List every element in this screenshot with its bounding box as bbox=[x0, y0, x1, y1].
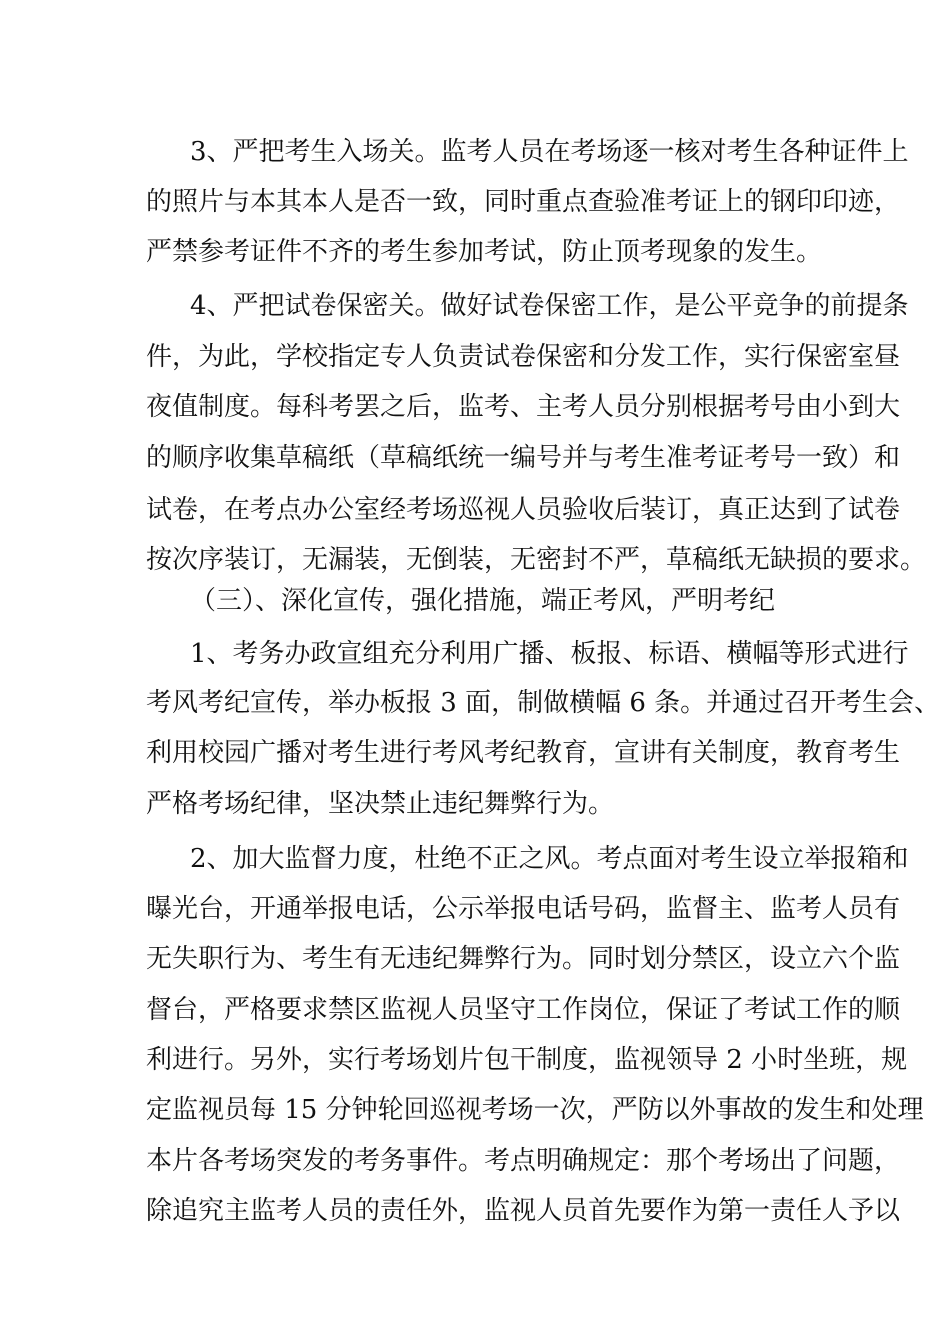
paragraph-2-line-4: 督台，严格要求禁区监视人员坚守工作岗位，保证了考试工作的顺 bbox=[146, 995, 901, 1025]
paragraph-2-line-6: 定监视员每 15 分钟轮回巡视考场一次，严防以外事故的发生和处理 bbox=[146, 1095, 924, 1125]
paragraph-3-line-2: 的照片与本其本人是否一致，同时重点查验准考证上的钢印印迹， bbox=[146, 187, 901, 217]
paragraph-1-line-4: 严格考场纪律，坚决禁止违纪舞弊行为。 bbox=[146, 789, 615, 819]
paragraph-2-line-2: 曝光台，开通举报电话，公示举报电话号码，监督主、监考人员有 bbox=[146, 894, 901, 924]
paragraph-4-line-4: 的顺序收集草稿纸（草稿纸统一编号并与考生准考证考号一致）和 bbox=[146, 443, 901, 473]
paragraph-2-line-5: 利进行。另外，实行考场划片包干制度，监视领导 2 小时坐班，规 bbox=[146, 1045, 908, 1075]
paragraph-1-line-2: 考风考纪宣传，举办板报 3 面，制做横幅 6 条。并通过召开考生会、 bbox=[146, 688, 941, 718]
paragraph-2-line-3: 无失职行为、考生有无违纪舞弊行为。同时划分禁区，设立六个监 bbox=[146, 944, 901, 974]
paragraph-2-line-1: 2、加大监督力度，杜绝不正之风。考点面对考生设立举报箱和 bbox=[190, 844, 909, 874]
section-heading: （三）、深化宣传，强化措施，端正考风，严明考纪 bbox=[190, 586, 776, 616]
paragraph-3-line-3: 严禁参考证件不齐的考生参加考试，防止顶考现象的发生。 bbox=[146, 237, 823, 267]
paragraph-4-line-3: 夜值制度。每科考罢之后，监考、主考人员分别根据考号由小到大 bbox=[146, 392, 901, 422]
paragraph-2-line-8: 除追究主监考人员的责任外，监视人员首先要作为第一责任人予以 bbox=[146, 1196, 901, 1226]
paragraph-4-line-2: 件，为此，学校指定专人负责试卷保密和分发工作，实行保密室昼 bbox=[146, 342, 901, 372]
paragraph-3-line-1: 3、严把考生入场关。监考人员在考场逐一核对考生各种证件上 bbox=[190, 137, 909, 167]
paragraph-4-line-1: 4、严把试卷保密关。做好试卷保密工作，是公平竞争的前提条 bbox=[190, 291, 909, 321]
paragraph-2-line-7: 本片各考场突发的考务事件。考点明确规定：那个考场出了问题， bbox=[146, 1146, 901, 1176]
paragraph-4-line-5: 试卷，在考点办公室经考场巡视人员验收后装订，真正达到了试卷 bbox=[146, 495, 901, 525]
paragraph-1-line-1: 1、考务办政宣组充分利用广播、板报、标语、横幅等形式进行 bbox=[190, 639, 909, 669]
paragraph-4-line-6: 按次序装订，无漏装，无倒装，无密封不严，草稿纸无缺损的要求。 bbox=[146, 545, 927, 575]
paragraph-1-line-3: 利用校园广播对考生进行考风考纪教育，宣讲有关制度，教育考生 bbox=[146, 738, 901, 768]
